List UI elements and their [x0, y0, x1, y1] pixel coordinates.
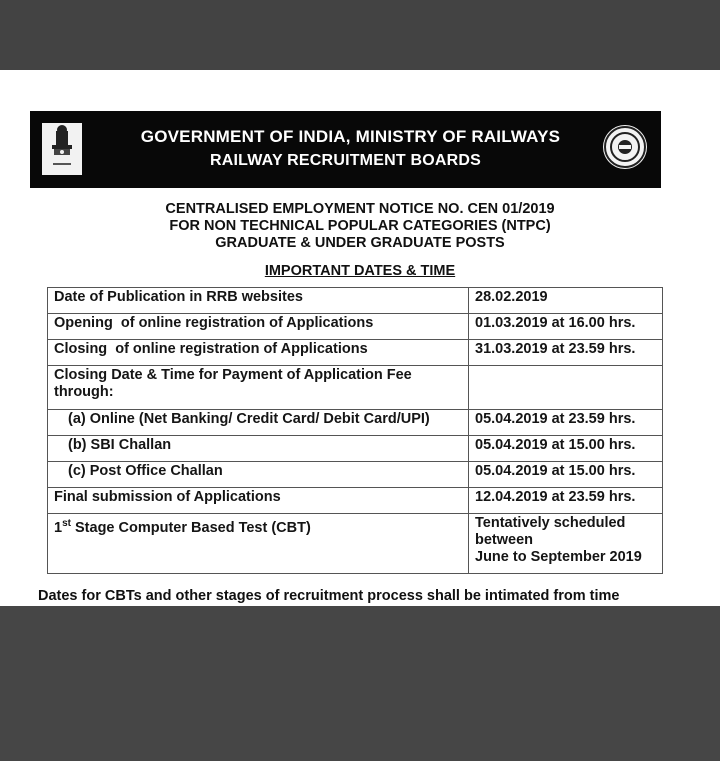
row-value [469, 514, 663, 574]
row-value [469, 366, 663, 410]
ordinal-number: 1 [54, 519, 63, 536]
row-value-line: between [475, 532, 534, 548]
notice-category: FOR NON TECHNICAL POPULAR CATEGORIES (NTPC) [169, 218, 551, 234]
row-label: Date of Publication in RRB websites [48, 288, 469, 314]
row-label: Opening of online registration of Applications [48, 314, 469, 340]
ministry-title: GOVERNMENT OF INDIA, MINISTRY OF RAILWAYS [140, 127, 561, 146]
row-label: Final submission of Applications [48, 488, 469, 514]
row-value-line: Tentatively scheduled [475, 515, 626, 531]
table-row [48, 436, 663, 462]
row-value: 12.04.2019 at 23.59 hrs. [469, 488, 663, 514]
table-row [48, 462, 663, 488]
table-row [48, 366, 663, 410]
row-value: 01.03.2019 at 16.00 hrs. [469, 314, 663, 340]
row-label: Closing of online registration of Applications [48, 340, 469, 366]
row-value: 31.03.2019 at 23.59 hrs. [469, 340, 663, 366]
row-value: 05.04.2019 at 23.59 hrs. [469, 410, 663, 436]
railways-seal-icon [603, 125, 647, 169]
row-value: 05.04.2019 at 15.00 hrs. [469, 462, 663, 488]
notice-document [0, 70, 720, 606]
board-title: RAILWAY RECRUITMENT BOARDS [210, 152, 481, 169]
row-label-text: Stage Computer Based Test (CBT) [70, 519, 311, 536]
table-row [48, 340, 663, 366]
notice-number: CENTRALISED EMPLOYMENT NOTICE NO. CEN 01/2019 [165, 201, 555, 217]
row-label: (b) SBI Challan [48, 436, 469, 462]
notice-posts: GRADUATE & UNDER GRADUATE POSTS [215, 235, 505, 251]
row-label [48, 514, 469, 574]
table-row [48, 314, 663, 340]
row-label: Closing Date & Time for Payment of Application Fee through: [48, 366, 469, 410]
important-dates-table [47, 287, 663, 574]
top-dark-band [0, 0, 720, 70]
row-label: (a) Online (Net Banking/ Credit Card/ Debit Card/UPI) [48, 410, 469, 436]
bottom-dark-band [0, 606, 720, 761]
important-dates-heading: IMPORTANT DATES & TIME [264, 263, 456, 279]
footer-paragraph: Dates for CBTs and other stages of recruitment process shall be intimated from time [38, 588, 620, 604]
table-row [48, 288, 663, 314]
table-row [48, 410, 663, 436]
ordinal-suffix: st [62, 518, 71, 529]
row-value: 05.04.2019 at 15.00 hrs. [469, 436, 663, 462]
table-row [48, 514, 663, 574]
row-value: 28.02.2019 [469, 288, 663, 314]
row-label: (c) Post Office Challan [48, 462, 469, 488]
table-row [48, 488, 663, 514]
header-banner [30, 111, 661, 188]
row-value-line: June to September 2019 [475, 549, 642, 565]
